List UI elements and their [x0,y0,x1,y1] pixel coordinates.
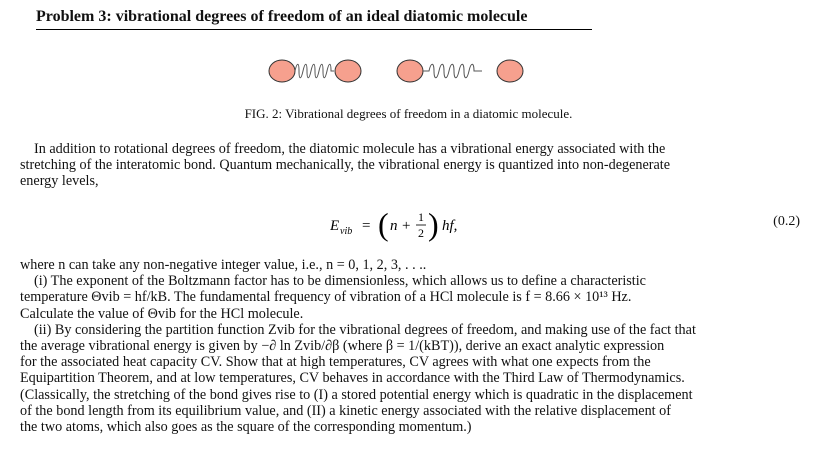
equation-number: (0.2) [773,214,800,229]
body-paragraphs [20,257,800,435]
eq-n: n [390,218,398,234]
part1-line-2: temperature Θvib = hf/kB. The fundamental frequency of vibration of a HCl molecule is f = 8.66 × 10¹³ Hz. [20,289,632,306]
eq-right-paren: ) [428,206,439,242]
spring-short [295,64,334,78]
diatomic-molecule-figure [264,50,528,92]
intro-line-3: energy levels, [20,173,99,190]
eq-frac-denominator: 2 [418,226,424,240]
part2-line-6: of the bond length from its equilibrium value, and (II) a kinetic energy associated with the relative displacement of [20,402,671,419]
spring-long [423,64,482,78]
part2-line-2: the average vibrational energy is given by −∂ ln Zvib/∂β (where β = 1/(kBT)), derive an exact analytic expression [20,338,665,355]
atom-right-1 [335,60,361,82]
atom-left-2 [397,60,423,82]
eq-left-paren: ( [378,206,389,242]
atom-right-2 [497,60,523,82]
eq-lhs-subscript: vib [340,226,353,237]
part2-line-5: (Classically, the stretching of the bond gives rise to (I) a stored potential energy which is quadratic in the displacement [20,386,693,403]
problem-title: Problem 3: vibrational degrees of freedom of an ideal diatomic molecule [36,8,528,25]
eq-rhs: hf, [442,218,458,234]
intro-line-1: In addition to rotational degrees of freedom, the diatomic molecule has a vibrational energy associated with the [34,141,666,157]
title-underline [36,29,592,30]
where-line: where n can take any non-negative integer value, i.e., n = 0, 1, 2, 3, . . .. [20,257,427,273]
part2-line-7: the two atoms, which also goes as the square of the corresponding momentum.) [20,419,472,436]
part2-line-3: for the associated heat capacity CV. Show that at high temperatures, CV agrees with what one expects from the [20,354,651,371]
eq-lhs: E [330,218,340,234]
part2-line-1: (ii) By considering the partition function Zvib for the vibrational degrees of freedom, and making use of the fact that [34,321,696,338]
atom-left-1 [269,60,295,82]
figure-caption: FIG. 2: Vibrational degrees of freedom in a diatomic molecule. [244,106,573,121]
eq-equals: = [362,218,371,234]
vibrational-energy-equation [330,205,530,247]
eq-frac-numerator: 1 [418,210,424,224]
eq-plus: + [402,218,411,234]
part2-line-4: Equipartition Theorem, and at low temperatures, CV behaves in accordance with the Third Law of Thermodynamics. [20,370,685,387]
part1-line-1: (i) The exponent of the Boltzmann factor has to be dimensionless, which allows us to define a characteristic [34,273,646,290]
intro-line-2: stretching of the interatomic bond. Quantum mechanically, the vibrational energy is quantized into non-degenerate [20,157,671,174]
compressed-molecule-diagram [269,60,361,82]
intro-paragraph [20,141,800,190]
stretched-molecule-diagram [397,60,523,82]
part1-line-3: Calculate the value of Θvib for the HCl molecule. [20,305,304,322]
